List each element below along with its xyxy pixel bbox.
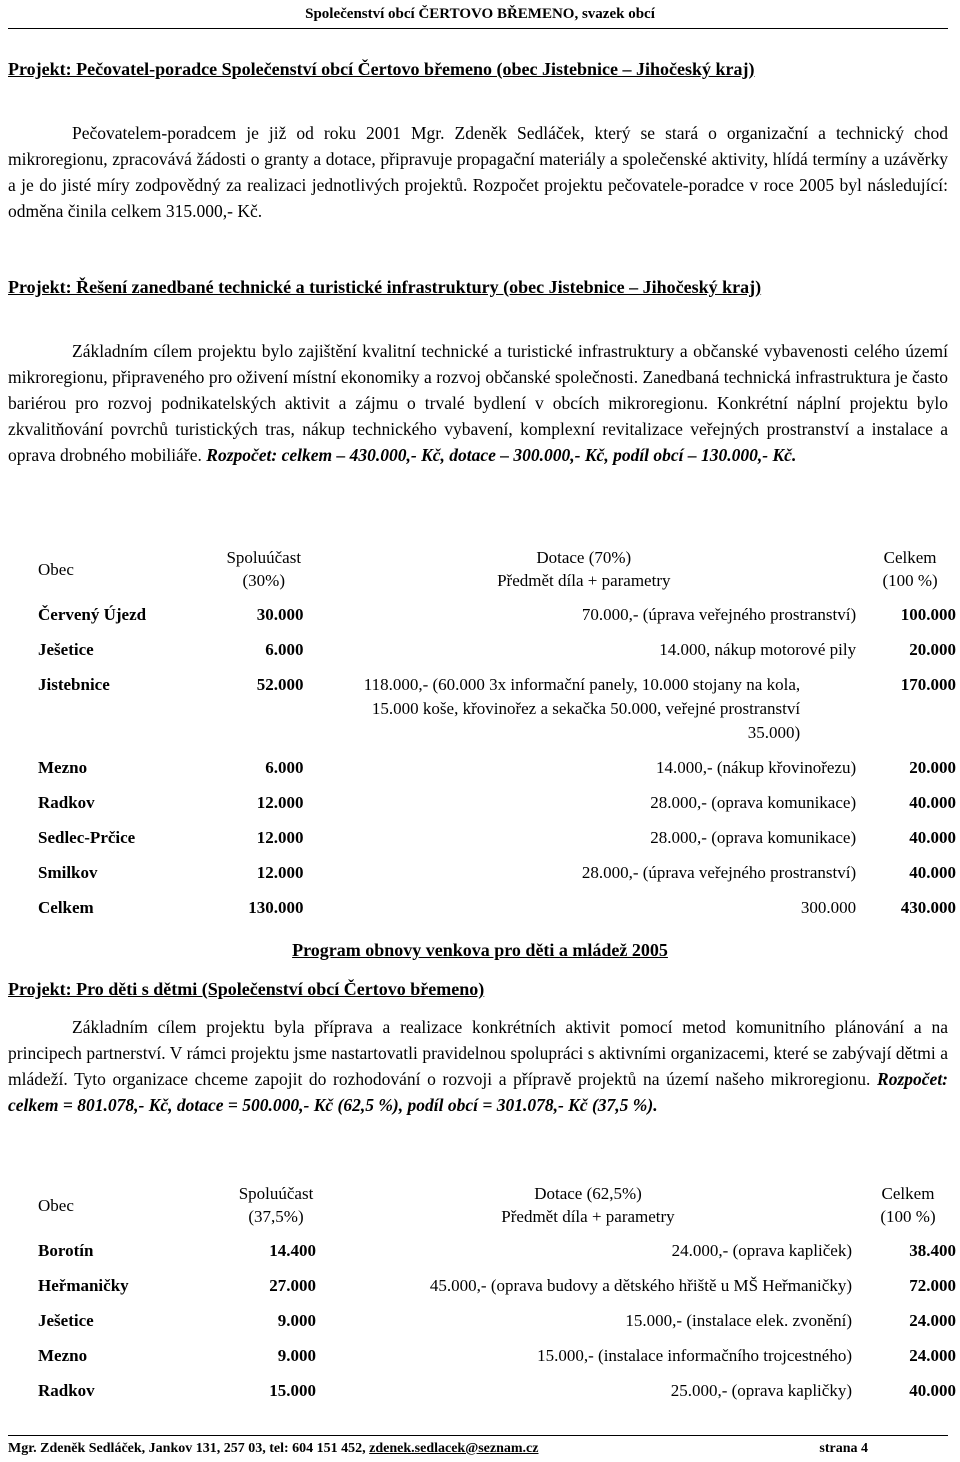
cell-dotace: 14.000, nákup motorové pily (659, 640, 857, 659)
cell-spoluucast: 15.000 (269, 1381, 316, 1400)
cell-celkem: 24.000 (909, 1311, 956, 1330)
table-row (34, 850, 960, 885)
cell-dotace: 28.000,- (oprava komunikace) (650, 793, 857, 812)
cell-dotace: 300.000 (800, 898, 857, 917)
table-header-row (34, 546, 960, 592)
cell-obec: Heřmaničky (38, 1276, 129, 1295)
project3-text: Základním cílem projektu byla příprava a realizace konkrétních aktivit pomocí metod komunitního plánování a na principech partnerství. V rámci projektu jsme nastartovatli pravidelnou spolupráci s aktivními organizacemi, které se zabývají dětmi a mládeží. Tyto organizace chceme zapojit do rozhodování o rozvoji a přípravě projektů na území našeho mikroregionu. Rozpočet: celkem = 801.078,- Kč, dotace = 500.000,- Kč (62,5 %), podíl obcí = 301.078,- Kč (37,5 %). (8, 1017, 949, 1115)
cell-spoluucast: 12.000 (256, 793, 304, 812)
cell-celkem: 430.000 (900, 898, 956, 917)
col-header-celkem: Celkem (100 %) (880, 1184, 936, 1226)
table-row (34, 1368, 960, 1403)
table-row (34, 1263, 960, 1298)
project2-table (34, 546, 960, 920)
cell-obec: Radkov (38, 793, 95, 812)
table-row (34, 1228, 960, 1263)
project3-title: Projekt: Pro děti s dětmi (Společenství obcí Čertovo břemeno) (8, 979, 485, 999)
cell-obec: Jistebnice (38, 675, 110, 694)
cell-obec: Celkem (38, 898, 94, 917)
cell-dotace: 14.000,- (nákup křovinořezu) (655, 758, 857, 777)
cell-spoluucast: 30.000 (256, 605, 304, 624)
cell-spoluucast: 9.000 (277, 1346, 316, 1365)
col-header-obec: Obec (38, 1195, 74, 1215)
cell-celkem: 40.000 (909, 1381, 956, 1400)
col-header-dotace: Dotace (70%) Předmět díla + parametry (497, 548, 671, 590)
project2-budget: Rozpočet: celkem – 430.000,- Kč, dotace – 300.000,- Kč, podíl obcí – 130.000,- Kč. (206, 445, 797, 465)
cell-obec: Ješetice (38, 1311, 94, 1330)
page-footer (8, 1441, 868, 1457)
cell-dotace: 118.000,- (60.000 3x informační panely, 10.000 stojany na kola, 15.000 koše, křovinořez a sekačka 50.000, veřejné prostranství 35.000) (363, 675, 801, 742)
project3-table (34, 1182, 960, 1403)
cell-dotace: 15.000,- (instalace informačního trojcestného) (537, 1346, 852, 1365)
table-row (34, 1333, 960, 1368)
header-divider (8, 28, 948, 29)
cell-obec: Mezno (38, 758, 88, 777)
cell-spoluucast: 12.000 (256, 828, 304, 847)
cell-celkem: 40.000 (909, 828, 956, 847)
cell-celkem: 20.000 (909, 640, 956, 659)
table-row (34, 1298, 960, 1333)
cell-celkem: 40.000 (909, 863, 956, 882)
cell-celkem: 72.000 (909, 1276, 956, 1295)
cell-obec: Ješetice (38, 640, 94, 659)
cell-spoluucast: 12.000 (256, 863, 304, 882)
cell-dotace: 28.000,- (úprava veřejného prostranství) (581, 863, 857, 882)
cell-celkem: 170.000 (900, 675, 956, 694)
cell-dotace: 28.000,- (oprava komunikace) (650, 828, 857, 847)
project3-budget: Rozpočet: celkem = 801.078,- Kč, dotace = 500.000,- Kč (62,5 %), podíl obcí = 301.078,- Kč (37,5 %). (8, 1069, 949, 1115)
page-number: strana 4 (819, 1441, 868, 1456)
project2-title: Projekt: Řešení zanedbané technické a turistické infrastruktury (obec Jistebnice – Jihočeský kraj) (8, 277, 762, 297)
cell-spoluucast: 52.000 (256, 675, 304, 694)
col-header-celkem: Celkem (100 %) (882, 548, 938, 590)
footer-divider (8, 1435, 948, 1436)
table-row (34, 780, 960, 815)
col-header-spoluucast: Spoluúčast (30%) (226, 548, 302, 590)
footer-email-link[interactable]: zdenek.sedlacek@seznam.cz (369, 1441, 539, 1456)
footer-contact: Mgr. Zdeněk Sedláček, Jankov 131, 257 03, tel: 604 151 452, (8, 1441, 370, 1456)
cell-spoluucast: 6.000 (265, 758, 304, 777)
cell-spoluucast: 27.000 (269, 1276, 316, 1295)
cell-celkem: 24.000 (909, 1346, 956, 1365)
cell-obec: Smilkov (38, 863, 98, 882)
col-header-spoluucast: Spoluúčast (37,5%) (238, 1184, 314, 1226)
project2-text: Základním cílem projektu bylo zajištění kvalitní technické a turistické infrastruktury a občanské vybavenosti celého území mikroregionu, připraveného pro oživení místní ekonomiky a rozvoj občanské společnosti. Zanedbaná technická infrastruktura je často bariérou pro rozvoj podnikatelských aktivit a zájmu o trvalé bydlení v obcích mikroregionu. Konkrétní náplní projektu bylo zkvalitňování povrchů turistických tras, nákup technického vybavení, komplexní revitalizace veřejných prostranství a instalace a oprava drobného mobiliáře. Rozpočet: celkem – 430.000,- Kč, dotace – 300.000,- Kč, podíl obcí – 130.000,- Kč. (8, 341, 948, 465)
cell-obec: Červený Újezd (38, 605, 147, 624)
cell-dotace: 70.000,- (úprava veřejného prostranství) (581, 605, 857, 624)
cell-dotace: 25.000,- (oprava kapličky) (670, 1381, 852, 1400)
cell-obec: Radkov (38, 1381, 95, 1400)
table-row (34, 815, 960, 850)
table-row (34, 745, 960, 780)
cell-obec: Sedlec-Prčice (38, 828, 136, 847)
cell-celkem: 38.400 (909, 1241, 956, 1260)
table-row (34, 592, 960, 627)
cell-dotace: 45.000,- (oprava budovy a dětského hřiště u MŠ Heřmaničky) (429, 1276, 852, 1295)
table-header-row (34, 1182, 960, 1228)
cell-spoluucast: 14.400 (269, 1241, 316, 1260)
cell-spoluucast: 130.000 (248, 898, 304, 917)
cell-spoluucast: 9.000 (277, 1311, 316, 1330)
project1-title: Projekt: Pečovatel-poradce Společenství obcí Čertovo břemeno (obec Jistebnice – Jihočeský kraj) (8, 59, 755, 79)
program-title: Program obnovy venkova pro děti a mládež 2005 (292, 940, 668, 960)
cell-celkem: 40.000 (909, 793, 956, 812)
cell-celkem: 100.000 (900, 605, 956, 624)
project1-text: Pečovatelem-poradcem je již od roku 2001 Mgr. Zdeněk Sedláček, který se stará o organizační a technický chod mikroregionu, zpracovává žádosti o granty a dotace, připravuje propagační materiály a společenské aktivity, hlídá termíny a uzávěrky a je do jisté míry zodpovědný za realizaci jednotlivých projektů. Rozpočet projektu pečovatele-poradce v roce 2005 byl následující: odměna činila celkem 315.000,- Kč. (8, 123, 948, 221)
page-header: Společenství obcí ČERTOVO BŘEMENO, svazek obcí (305, 6, 655, 22)
cell-obec: Mezno (38, 1346, 88, 1365)
col-header-dotace: Dotace (62,5%) Předmět díla + parametry (501, 1184, 675, 1226)
table-row (34, 627, 960, 662)
col-header-obec: Obec (38, 559, 74, 579)
cell-dotace: 15.000,- (instalace elek. zvonění) (625, 1311, 852, 1330)
cell-spoluucast: 6.000 (265, 640, 304, 659)
cell-dotace: 24.000,- (oprava kapliček) (671, 1241, 852, 1260)
table-row (34, 885, 960, 920)
table-row (34, 662, 960, 745)
cell-celkem: 20.000 (909, 758, 956, 777)
cell-obec: Borotín (38, 1241, 94, 1260)
